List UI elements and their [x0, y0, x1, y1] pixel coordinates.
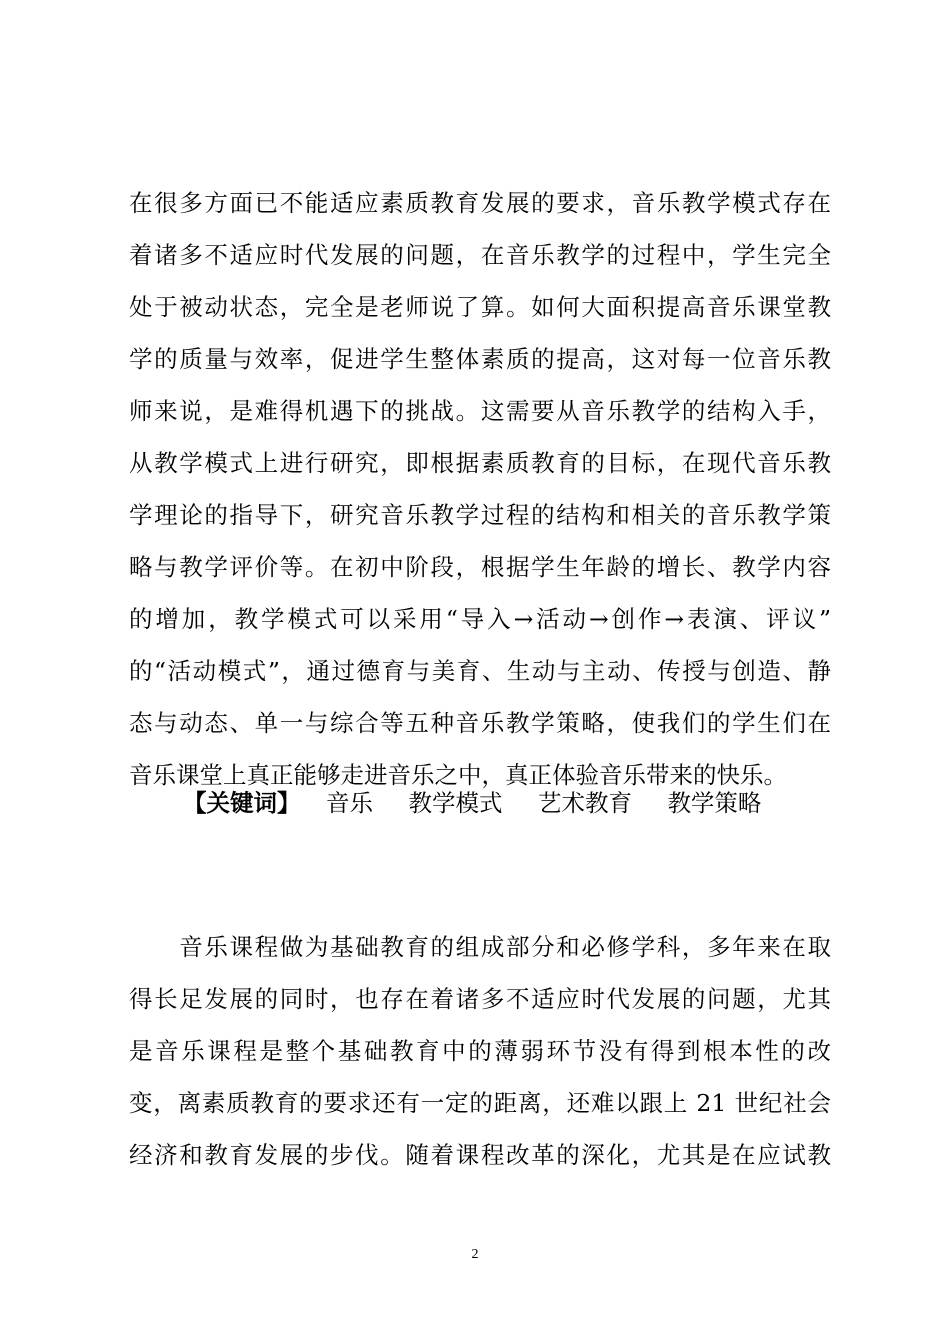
- abstract-line: 在很多方面已不能适应素质教育发展的要求，音乐教学模式存在: [129, 189, 831, 217]
- abstract-line: 师来说，是难得机遇下的挑战。这需要从音乐教学的结构入手，: [129, 397, 831, 425]
- abstract-line: 从教学模式上进行研究，即根据素质教育的目标，在现代音乐教: [129, 449, 831, 477]
- abstract-line: 学的质量与效率，促进学生整体素质的提高，这对每一位音乐教: [129, 345, 831, 373]
- abstract-line: 学理论的指导下，研究音乐教学过程的结构和相关的音乐教学策: [129, 501, 831, 529]
- body-line: 经济和教育发展的步伐。随着课程改革的深化，尤其是在应试教: [129, 1141, 831, 1169]
- keyword-item: 教学策略: [667, 789, 762, 817]
- abstract-line: 着诸多不适应时代发展的问题，在音乐教学的过程中，学生完全: [129, 241, 831, 269]
- abstract-line: 的“活动模式”，通过德育与美育、生动与主动、传授与创造、静: [129, 657, 831, 685]
- body-line: 是音乐课程是整个基础教育中的薄弱环节没有得到根本性的改: [129, 1037, 831, 1065]
- abstract-line: 的增加，教学模式可以采用“导入→活动→创作→表演、评议”: [129, 605, 831, 633]
- abstract-line: 略与教学评价等。在初中阶段，根据学生年龄的增长、教学内容: [129, 553, 831, 581]
- keyword-item: 艺术教育: [537, 789, 632, 817]
- abstract-line: 音乐课堂上真正能够走进音乐之中，真正体验音乐带来的快乐。: [129, 761, 787, 789]
- abstract-paragraph: [129, 177, 831, 801]
- keywords-label: 【关键词】: [183, 789, 301, 817]
- body-line: 得长足发展的同时，也存在着诸多不适应时代发展的问题，尤其: [129, 985, 831, 1013]
- body-line: 变，离素质教育的要求还有一定的距离，还难以跟上 21 世纪社会: [129, 1089, 831, 1117]
- page-number: 2: [471, 1247, 479, 1262]
- body-line: 音乐课程做为基础教育的组成部分和必修学科，多年来在取: [129, 933, 831, 961]
- keyword-item: 音乐: [325, 789, 373, 817]
- abstract-line: 态与动态、单一与综合等五种音乐教学策略，使我们的学生们在: [129, 709, 831, 737]
- abstract-line: 处于被动状态，完全是老师说了算。如何大面积提高音乐课堂教: [129, 293, 831, 321]
- keywords-line: [183, 777, 789, 829]
- body-paragraph: [129, 921, 831, 1181]
- keyword-item: 教学模式: [408, 789, 503, 817]
